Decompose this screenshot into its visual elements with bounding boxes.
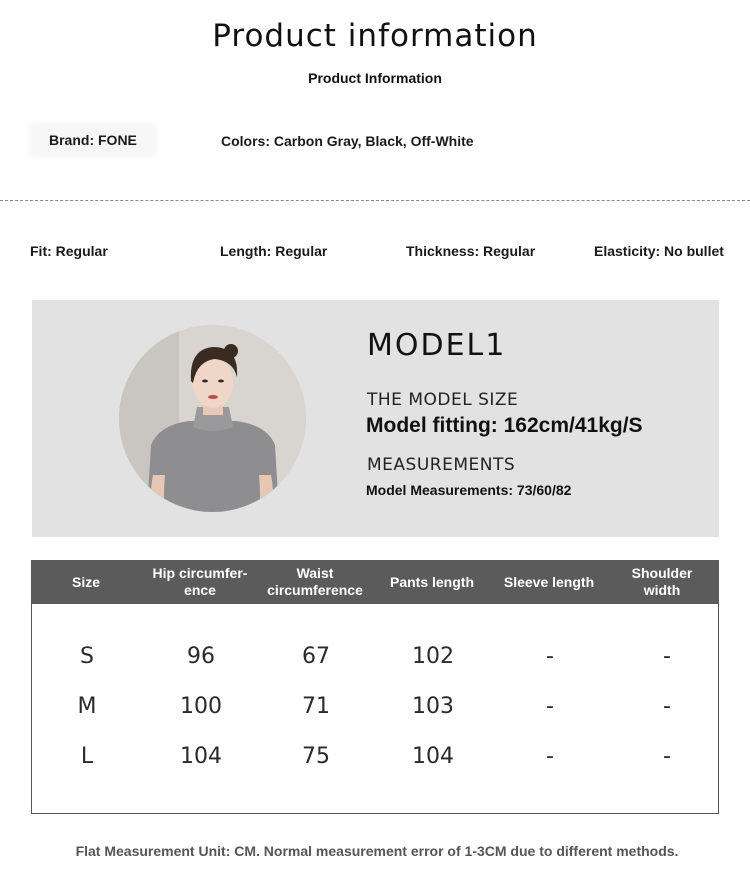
brand-label: Brand: FONE xyxy=(33,127,153,153)
table-header xyxy=(31,560,719,604)
header-shoulder-width: Shoulder width xyxy=(631,565,693,598)
model-panel xyxy=(32,300,719,537)
model-size-heading: THE MODEL SIZE xyxy=(367,390,519,410)
header-sleeve-length: Sleeve length xyxy=(503,573,595,590)
measurement-footnote: Flat Measurement Unit: CM. Normal measurement error of 1-3CM due to different methods. xyxy=(75,843,679,859)
header-pants-length: Pants length xyxy=(389,573,474,590)
model-name: MODEL1 xyxy=(367,328,507,363)
header-waist: Waist circumference xyxy=(267,565,363,598)
fit-attribute: Fit: Regular xyxy=(30,243,108,259)
elasticity-attribute: Elasticity: No bullet xyxy=(594,243,724,259)
table-cell: 100 xyxy=(180,693,222,719)
header-size: Size xyxy=(71,573,100,590)
table-cell: - xyxy=(546,643,554,669)
model-fitting: Model fitting: 162cm/41kg/S xyxy=(366,414,643,437)
table-cell: 71 xyxy=(302,693,330,719)
size-table xyxy=(31,560,719,814)
page-subtitle: Product Information xyxy=(308,70,442,86)
colors-label: Colors: Carbon Gray, Black, Off-White xyxy=(221,133,474,149)
table-cell: 75 xyxy=(302,743,330,769)
dashed-divider xyxy=(0,200,750,201)
table-cell: - xyxy=(663,693,671,719)
table-cell: 96 xyxy=(187,643,215,669)
table-cell: L xyxy=(80,743,94,769)
thickness-attribute: Thickness: Regular xyxy=(406,243,536,259)
table-cell: - xyxy=(663,643,671,669)
table-cell: 103 xyxy=(412,693,454,719)
table-cell: 104 xyxy=(412,743,454,769)
table-cell: S xyxy=(80,643,94,669)
model-measurements: Model Measurements: 73/60/82 xyxy=(366,482,572,498)
table-cell: 102 xyxy=(412,643,454,669)
model-photo xyxy=(119,325,306,512)
table-cell: - xyxy=(546,693,554,719)
header-hip: Hip circumfer- ence xyxy=(152,565,248,598)
table-cell: - xyxy=(663,743,671,769)
table-cell: - xyxy=(546,743,554,769)
table-cell: 104 xyxy=(180,743,222,769)
table-cell: 67 xyxy=(302,643,330,669)
measurements-heading: MEASUREMENTS xyxy=(367,455,516,475)
length-attribute: Length: Regular xyxy=(220,243,328,259)
page-title: Product information xyxy=(212,18,538,54)
table-cell: M xyxy=(77,693,97,719)
